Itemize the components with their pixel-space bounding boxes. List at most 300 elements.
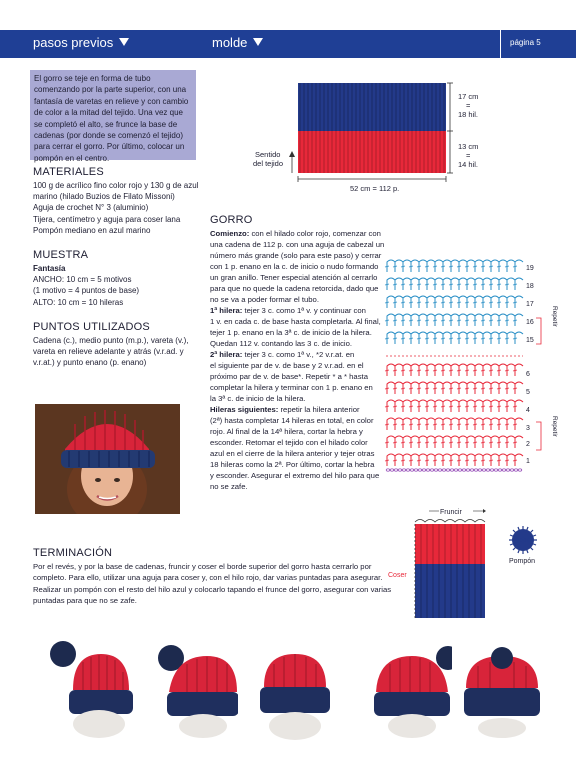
stitch-symbol bbox=[401, 302, 405, 303]
stitch-symbol bbox=[417, 442, 421, 443]
stitch-symbol bbox=[465, 338, 469, 339]
stitch-symbol bbox=[425, 370, 429, 371]
stitch-symbol bbox=[385, 370, 389, 371]
hat-photo-center bbox=[238, 632, 352, 742]
stitch-symbol bbox=[409, 388, 413, 389]
header-bar bbox=[0, 30, 576, 58]
bot-measure-cm: 13 cm bbox=[458, 142, 479, 151]
stitch-symbol bbox=[433, 320, 437, 321]
stitch-symbol bbox=[393, 406, 397, 407]
stitch-symbol bbox=[505, 388, 509, 389]
chain-symbol bbox=[402, 469, 406, 471]
stitch-symbol bbox=[401, 424, 405, 425]
stitch-symbol bbox=[401, 460, 405, 461]
stitch-symbol bbox=[441, 442, 445, 443]
stitch-symbol bbox=[401, 406, 405, 407]
stitch-symbol bbox=[385, 388, 389, 389]
stitch-symbol bbox=[449, 460, 453, 461]
stitch-symbol bbox=[505, 320, 509, 321]
stitch-symbol bbox=[417, 460, 421, 461]
stitch-symbol bbox=[473, 460, 477, 461]
stitch-symbol bbox=[465, 320, 469, 321]
paragraph-line: la 3ª c. de inicio de la hilera. bbox=[210, 394, 306, 403]
stitch-symbol bbox=[441, 320, 445, 321]
chain-symbol bbox=[438, 469, 442, 471]
stitch-symbol bbox=[497, 320, 501, 321]
row-label: 3 bbox=[526, 425, 530, 432]
stitch-symbol bbox=[401, 370, 405, 371]
stitch-symbol bbox=[409, 266, 413, 267]
stitch-grid-blue bbox=[385, 260, 523, 344]
stitch-symbol bbox=[441, 460, 445, 461]
stitch-symbol bbox=[433, 302, 437, 303]
stitch-symbol bbox=[441, 424, 445, 425]
stitch-symbol bbox=[513, 442, 517, 443]
stitch-symbol bbox=[433, 338, 437, 339]
paragraph-line: (2ª) hasta completar 14 hileras en total, en color bbox=[210, 416, 374, 425]
stitch-symbol bbox=[441, 266, 445, 267]
row-label: 19 bbox=[526, 265, 534, 272]
paragraph-line: rojo. Al final de la 14ª hilera, cortar la hebra y bbox=[210, 427, 363, 436]
stitch-symbol bbox=[497, 284, 501, 285]
stitch-symbol bbox=[417, 338, 421, 339]
stitch-symbol bbox=[409, 320, 413, 321]
stitch-symbol bbox=[401, 266, 405, 267]
stitch-symbol bbox=[505, 370, 509, 371]
terminacion-title: TERMINACIÓN bbox=[33, 547, 113, 559]
stitch-symbol bbox=[417, 370, 421, 371]
chain-symbol bbox=[462, 469, 466, 471]
stitch-symbol bbox=[481, 424, 485, 425]
paragraph-line: tejer 1 p. enano en la 3ª c. de inicio de la hilera. bbox=[210, 328, 372, 337]
stitch-symbol bbox=[457, 406, 461, 407]
stitch-symbol bbox=[409, 406, 413, 407]
stitch-symbol bbox=[449, 338, 453, 339]
gorro-instructions bbox=[210, 228, 385, 492]
top-measure-cm: 17 cm bbox=[458, 92, 479, 101]
repeat-label-bottom: Repetir bbox=[551, 416, 558, 437]
row-label: 4 bbox=[526, 407, 530, 414]
stitch-symbol bbox=[505, 266, 509, 267]
stitch-symbol bbox=[449, 442, 453, 443]
row-label: 5 bbox=[526, 389, 530, 396]
stitch-symbol bbox=[385, 302, 389, 303]
stitch-symbol bbox=[409, 424, 413, 425]
stitch-symbol bbox=[417, 424, 421, 425]
stitch-symbol bbox=[497, 338, 501, 339]
gorro-paragraph bbox=[210, 228, 385, 239]
paragraph-line: tejer 3 c. como 1ª v., *2 v.r.at. en bbox=[244, 350, 355, 359]
stitch-symbol bbox=[393, 388, 397, 389]
paragraph-line: no se va a poder formar el tubo. bbox=[210, 295, 319, 304]
stitch-symbol bbox=[513, 338, 517, 339]
paragraph-line: 1 v. en cada c. de base hasta completarla. Al final, bbox=[210, 317, 381, 326]
terminacion-line: Por el revés, y por la base de cadenas, fruncir y coser el borde superior del gorro hasta cerrarlo por bbox=[33, 562, 372, 571]
stitch-symbol bbox=[473, 442, 477, 443]
molde-diagram bbox=[250, 75, 490, 205]
muestra-line: ALTO: 10 cm = 10 hileras bbox=[33, 297, 124, 307]
stitch-symbol bbox=[465, 442, 469, 443]
stitch-symbol bbox=[465, 424, 469, 425]
stitch-symbol bbox=[473, 370, 477, 371]
stitch-symbol bbox=[433, 266, 437, 267]
chain-symbol bbox=[386, 469, 390, 471]
stitch-symbol bbox=[409, 370, 413, 371]
stitch-symbol bbox=[481, 320, 485, 321]
stitch-symbol bbox=[489, 442, 493, 443]
triangle-down-icon bbox=[119, 38, 129, 46]
section-pasos-previos: pasos previos bbox=[33, 35, 129, 50]
row-label: 17 bbox=[526, 301, 534, 308]
stitch-symbol bbox=[481, 370, 485, 371]
stitch-symbol bbox=[441, 284, 445, 285]
chain-symbol bbox=[458, 469, 462, 471]
stitch-symbol bbox=[441, 388, 445, 389]
paragraph-label: 1ª hilera: bbox=[210, 306, 243, 315]
chain-symbol bbox=[498, 469, 502, 471]
assembly-diagram bbox=[385, 502, 565, 622]
materiales-line: Aguja de crochet N° 3 (aluminio) bbox=[33, 203, 149, 213]
materiales-title: MATERIALES bbox=[33, 166, 104, 178]
paragraph-line: 18 hileras como la 2ª. Por último, cortar la hebra bbox=[210, 460, 375, 469]
stitch-symbol bbox=[449, 302, 453, 303]
stitch-symbol bbox=[425, 266, 429, 267]
stitch-symbol bbox=[385, 266, 389, 267]
gorro-title: GORRO bbox=[210, 214, 253, 226]
muestra-list bbox=[33, 263, 203, 308]
terminacion-line: puntadas para que no se zafe. bbox=[33, 596, 137, 606]
stitch-symbol bbox=[457, 266, 461, 267]
stitch-symbol bbox=[401, 388, 405, 389]
chain-symbol bbox=[390, 469, 394, 471]
stitch-symbol bbox=[513, 424, 517, 425]
paragraph-line: azul en el cierre de la hilera anterior y tejer otras bbox=[210, 449, 375, 458]
stitch-symbol bbox=[385, 320, 389, 321]
chain-symbol bbox=[418, 469, 422, 471]
stitch-symbol bbox=[497, 266, 501, 267]
stitch-symbol bbox=[441, 370, 445, 371]
stitch-symbol bbox=[393, 370, 397, 371]
paragraph-line: para que no quede la cadena retorcida, dado que bbox=[210, 284, 379, 293]
paragraph-line: con 1 p. enano en la c. de inicio o nudo formando bbox=[210, 262, 379, 271]
stitch-symbol bbox=[481, 442, 485, 443]
stitch-symbol bbox=[425, 302, 429, 303]
chain-symbol bbox=[454, 469, 458, 471]
stitch-symbol bbox=[417, 302, 421, 303]
coser-label: Coser bbox=[388, 572, 407, 579]
stitch-symbol bbox=[457, 388, 461, 389]
model-photo bbox=[35, 404, 180, 514]
stitch-symbol bbox=[457, 442, 461, 443]
repeat-label-top: Repetir bbox=[551, 306, 558, 327]
chain-symbol bbox=[450, 469, 454, 471]
puntos-list bbox=[33, 335, 208, 369]
stitch-symbol bbox=[409, 442, 413, 443]
stitch-symbol bbox=[513, 266, 517, 267]
chain-symbol bbox=[502, 469, 506, 471]
stitch-symbol bbox=[417, 388, 421, 389]
stitch-symbol bbox=[465, 370, 469, 371]
terminacion-line: Realizar un pompón con el resto del hilo azul y colocarlo tapando el frunce del gorro, asegurar con varias bbox=[33, 584, 392, 594]
stitch-diagram bbox=[383, 256, 568, 476]
top-measure-eq: = bbox=[466, 101, 471, 110]
stitch-symbol bbox=[425, 460, 429, 461]
stitch-symbol bbox=[497, 442, 501, 443]
stitch-symbol bbox=[481, 406, 485, 407]
stitch-symbol bbox=[425, 338, 429, 339]
stitch-symbol bbox=[489, 370, 493, 371]
stitch-symbol bbox=[433, 388, 437, 389]
stitch-symbol bbox=[505, 406, 509, 407]
stitch-symbol bbox=[393, 302, 397, 303]
puntos-title: PUNTOS UTILIZADOS bbox=[33, 321, 150, 333]
stitch-symbol bbox=[425, 424, 429, 425]
terminacion-text bbox=[33, 561, 403, 607]
stitch-symbol bbox=[393, 424, 397, 425]
stitch-symbol bbox=[481, 388, 485, 389]
materiales-list bbox=[33, 180, 203, 236]
stitch-symbol bbox=[425, 284, 429, 285]
stitch-symbol bbox=[457, 284, 461, 285]
stitch-symbol bbox=[497, 406, 501, 407]
stitch-symbol bbox=[497, 302, 501, 303]
stitch-symbol bbox=[385, 338, 389, 339]
gather-stitch-icon bbox=[415, 520, 485, 523]
chain-symbol bbox=[510, 469, 514, 471]
chain-symbol bbox=[422, 469, 426, 471]
paragraph-line: próximo par de v. de base*. Repetir * a * hasta bbox=[210, 372, 368, 381]
chain-symbol bbox=[446, 469, 450, 471]
puntos-line: v.r.at.) y punto enano (p. enano) bbox=[33, 358, 147, 368]
paragraph-label: 2ª hilera: bbox=[210, 350, 243, 359]
muestra-line: ANCHO: 10 cm = 5 motivos bbox=[33, 275, 132, 285]
stitch-symbol bbox=[417, 266, 421, 267]
stitch-symbol bbox=[393, 442, 397, 443]
paragraph-line: esconder. Retomar el tejido con el hilado color bbox=[210, 438, 368, 447]
chain-symbol bbox=[470, 469, 474, 471]
row-label: 18 bbox=[526, 283, 534, 290]
stitch-symbol bbox=[457, 320, 461, 321]
stitch-symbol bbox=[497, 460, 501, 461]
bot-measure-rows: 14 hil. bbox=[458, 160, 479, 169]
gorro-paragraph bbox=[210, 404, 385, 415]
stitch-symbol bbox=[449, 424, 453, 425]
stitch-symbol bbox=[489, 338, 493, 339]
stitch-symbol bbox=[489, 302, 493, 303]
stitch-symbol bbox=[409, 338, 413, 339]
materiales-line: 100 g de acrílico fino color rojo y 130 g de azul bbox=[33, 181, 199, 190]
materiales-line: Pompón mediano en azul marino bbox=[33, 225, 151, 235]
stitch-symbol bbox=[385, 460, 389, 461]
stitch-symbol bbox=[433, 424, 437, 425]
stitch-symbol bbox=[465, 460, 469, 461]
row-label: 1 bbox=[526, 458, 530, 465]
stitch-symbol bbox=[393, 338, 397, 339]
stitch-symbol bbox=[465, 406, 469, 407]
stitch-symbol bbox=[457, 302, 461, 303]
chain-symbol bbox=[518, 469, 522, 471]
chain-symbol bbox=[514, 469, 518, 471]
stitch-symbol bbox=[489, 320, 493, 321]
stitch-grid-red bbox=[385, 364, 523, 471]
stitch-symbol bbox=[505, 284, 509, 285]
chain-symbol bbox=[410, 469, 414, 471]
stitch-symbol bbox=[409, 284, 413, 285]
stitch-symbol bbox=[489, 406, 493, 407]
bot-measure-eq: = bbox=[466, 151, 471, 160]
direction-label-1: Sentido bbox=[255, 150, 281, 159]
stitch-symbol bbox=[385, 442, 389, 443]
chain-symbol bbox=[506, 469, 510, 471]
stitch-symbol bbox=[449, 370, 453, 371]
puntos-line: Cadena (c.), medio punto (m.p.), vareta (v.), bbox=[33, 336, 189, 345]
stitch-symbol bbox=[465, 266, 469, 267]
pompon-icon bbox=[509, 526, 537, 554]
arrow-up-icon bbox=[289, 151, 295, 157]
stitch-symbol bbox=[481, 338, 485, 339]
stitch-symbol bbox=[473, 266, 477, 267]
paragraph-label: Comienzo: bbox=[210, 229, 250, 238]
chain-symbol bbox=[398, 469, 402, 471]
stitch-symbol bbox=[449, 284, 453, 285]
stitch-symbol bbox=[393, 266, 397, 267]
stitch-symbol bbox=[497, 388, 501, 389]
page-number: página 5 bbox=[510, 38, 541, 47]
stitch-symbol bbox=[473, 284, 477, 285]
chain-symbol bbox=[430, 469, 434, 471]
direction-label-2: del tejido bbox=[253, 159, 284, 168]
stitch-symbol bbox=[513, 406, 517, 407]
stitch-symbol bbox=[481, 302, 485, 303]
stitch-symbol bbox=[473, 388, 477, 389]
stitch-symbol bbox=[441, 406, 445, 407]
stitch-symbol bbox=[481, 266, 485, 267]
stitch-symbol bbox=[417, 320, 421, 321]
muestra-line: (1 motivo = 4 puntos de base) bbox=[33, 286, 140, 296]
stitch-symbol bbox=[481, 460, 485, 461]
row-label: 2 bbox=[526, 441, 530, 448]
stitch-symbol bbox=[473, 424, 477, 425]
stitch-symbol bbox=[457, 424, 461, 425]
stitch-symbol bbox=[465, 284, 469, 285]
stitch-symbol bbox=[505, 442, 509, 443]
stitch-symbol bbox=[457, 460, 461, 461]
row-label: 6 bbox=[526, 371, 530, 378]
stitch-symbol bbox=[409, 460, 413, 461]
stitch-symbol bbox=[441, 338, 445, 339]
chain-symbol bbox=[490, 469, 494, 471]
terminacion-line: completo. Para ello, utilizar una aguja para coser y, con el hilo rojo, dar varias puntadas para asegurar. bbox=[33, 573, 383, 583]
stitch-symbol bbox=[385, 424, 389, 425]
row-label: 15 bbox=[526, 337, 534, 344]
section-molde: molde bbox=[212, 35, 263, 50]
stitch-symbol bbox=[449, 320, 453, 321]
stitch-symbol bbox=[393, 320, 397, 321]
stitch-symbol bbox=[393, 284, 397, 285]
paragraph-line: un gran anillo. Tener especial atención al cerrarlo bbox=[210, 273, 378, 282]
stitch-symbol bbox=[425, 320, 429, 321]
materiales-line: Tijera, centímetro y aguja para coser lana bbox=[33, 214, 181, 224]
gorro-paragraph bbox=[210, 305, 385, 316]
stitch-symbol bbox=[425, 388, 429, 389]
stitch-symbol bbox=[401, 338, 405, 339]
stitch-symbol bbox=[433, 370, 437, 371]
triangle-down-icon bbox=[253, 38, 263, 46]
chain-symbol bbox=[466, 469, 470, 471]
chain-symbol bbox=[482, 469, 486, 471]
stitch-symbol bbox=[489, 266, 493, 267]
stitch-symbol bbox=[433, 460, 437, 461]
stitch-symbol bbox=[385, 406, 389, 407]
stitch-symbol bbox=[505, 302, 509, 303]
stitch-symbol bbox=[497, 424, 501, 425]
stitch-symbol bbox=[433, 406, 437, 407]
pompon-label: Pompón bbox=[509, 558, 536, 565]
stitch-symbol bbox=[425, 406, 429, 407]
width-measure: 52 cm = 112 p. bbox=[350, 184, 400, 193]
chain-symbol bbox=[426, 469, 430, 471]
paragraph-line: número más grande (solo para este paso) y cerrar bbox=[210, 251, 382, 260]
stitch-symbol bbox=[473, 406, 477, 407]
stitch-symbol bbox=[497, 370, 501, 371]
stitch-symbol bbox=[505, 460, 509, 461]
chain-symbol bbox=[406, 469, 410, 471]
stitch-symbol bbox=[449, 406, 453, 407]
stitch-symbol bbox=[385, 284, 389, 285]
top-measure-rows: 18 hil. bbox=[458, 110, 479, 119]
header-divider bbox=[500, 30, 501, 58]
stitch-symbol bbox=[513, 284, 517, 285]
stitch-symbol bbox=[513, 302, 517, 303]
stitch-symbol bbox=[457, 370, 461, 371]
stitch-symbol bbox=[513, 388, 517, 389]
stitch-symbol bbox=[489, 388, 493, 389]
paragraph-line: el siguiente par de v. de base y 2 v.r.ad. en el bbox=[210, 361, 364, 370]
stitch-symbol bbox=[473, 302, 477, 303]
stitch-symbol bbox=[465, 388, 469, 389]
stitch-symbol bbox=[425, 442, 429, 443]
stitch-symbol bbox=[393, 460, 397, 461]
hat-photo-top bbox=[452, 632, 552, 742]
stitch-symbol bbox=[449, 266, 453, 267]
stitch-symbol bbox=[417, 406, 421, 407]
stitch-symbol bbox=[449, 388, 453, 389]
stitch-symbol bbox=[513, 460, 517, 461]
puntos-line: vareta en relieve adelante y atrás (v.r.ad. y bbox=[33, 347, 184, 357]
chain-symbol bbox=[494, 469, 498, 471]
muestra-subtitle: Fantasía bbox=[33, 264, 66, 273]
stitch-symbol bbox=[505, 338, 509, 339]
row-label: 16 bbox=[526, 319, 534, 326]
stitch-symbol bbox=[401, 442, 405, 443]
paragraph-line: Quedan 112 v. contando las 3 c. de inicio. bbox=[210, 339, 353, 348]
chain-symbol bbox=[478, 469, 482, 471]
stitch-symbol bbox=[489, 424, 493, 425]
muestra-title: MUESTRA bbox=[33, 249, 89, 261]
paragraph-line: y esconder. Asegurar el extremo del hilo para que bbox=[210, 471, 380, 480]
chain-symbol bbox=[414, 469, 418, 471]
fruncir-label: Fruncir bbox=[440, 509, 462, 516]
paragraph-line: completar la hilera y terminar con 1 p. enano en bbox=[210, 383, 373, 392]
stitch-symbol bbox=[401, 284, 405, 285]
materiales-line: marino (hilado Buzios de Filato Missoni) bbox=[33, 192, 175, 202]
stitch-symbol bbox=[465, 302, 469, 303]
stitch-symbol bbox=[513, 320, 517, 321]
stitch-symbol bbox=[441, 302, 445, 303]
stitch-symbol bbox=[457, 338, 461, 339]
chain-symbol bbox=[434, 469, 438, 471]
chain-symbol bbox=[394, 469, 398, 471]
